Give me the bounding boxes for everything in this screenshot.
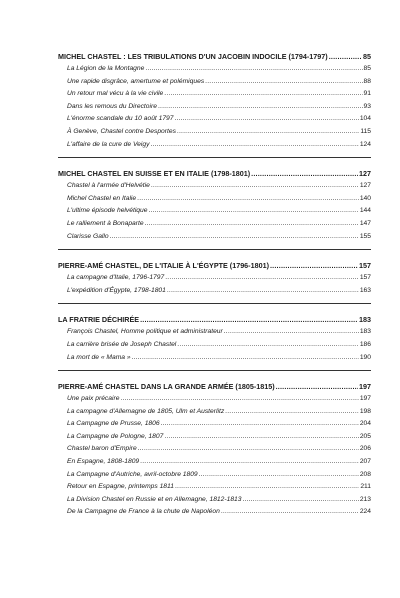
dot-leader <box>276 380 358 393</box>
entry-title: À Genève, Chastel contre Desportes <box>67 127 176 135</box>
dot-leader <box>132 352 359 365</box>
entry-page-number: 197 <box>359 395 371 403</box>
entry-page-number: 186 <box>359 340 371 348</box>
toc-entry <box>58 406 371 419</box>
entry-title: Michel Chastel en Italie <box>67 194 137 202</box>
chapter-page-number: 197 <box>359 382 371 392</box>
dot-leader <box>120 393 358 406</box>
dot-leader <box>251 167 358 180</box>
dot-leader <box>225 406 359 419</box>
dot-leader <box>199 469 359 482</box>
entry-title: Chastel à l'armée d'Helvétie <box>67 182 150 190</box>
entry-title: La Légion de la Montagne <box>67 65 145 72</box>
chapter-title: PIERRE-AMÉ CHASTEL, DE L'ITALIE À L'ÉGYPTE (1796-1801) <box>58 261 269 271</box>
entry-page-number: 147 <box>359 219 371 227</box>
toc-section <box>58 50 371 158</box>
entry-page-number: 205 <box>359 432 371 440</box>
entry-page-number: 155 <box>359 232 371 240</box>
toc-entry <box>58 393 371 406</box>
entry-title: Un retour mal vécu à la vie civile <box>67 90 164 98</box>
entry-page-number: 140 <box>359 194 371 202</box>
chapter-heading <box>58 380 371 393</box>
dot-leader <box>175 113 359 126</box>
chapter-page-number: 157 <box>359 261 371 271</box>
section-divider <box>58 157 371 158</box>
section-divider <box>58 370 371 371</box>
entry-page-number: 224 <box>359 508 371 516</box>
entry-page-number: 127 <box>359 182 371 190</box>
toc-entry <box>58 418 371 431</box>
toc-entry <box>58 481 371 494</box>
dot-leader <box>329 50 362 63</box>
toc-entry <box>58 285 371 298</box>
entry-page-number: 208 <box>359 470 371 478</box>
entry-title: En Espagne, 1808-1809 <box>67 458 140 466</box>
dot-leader <box>140 456 359 469</box>
entry-title: L'énorme scandale du 10 août 1797 <box>67 115 174 123</box>
section-divider <box>58 249 371 250</box>
dot-leader <box>151 180 359 193</box>
toc-entry <box>58 126 371 139</box>
entry-page-number: 104 <box>359 115 371 123</box>
toc-entry <box>58 88 371 101</box>
chapter-title: PIERRE-AMÉ CHASTEL DANS LA GRANDE ARMÉE (1805-1815) <box>58 382 275 392</box>
dot-leader <box>242 494 358 507</box>
dot-leader <box>164 88 362 101</box>
toc-entry <box>58 101 371 114</box>
entry-page-number: 207 <box>359 458 371 466</box>
dot-leader <box>175 481 359 494</box>
chapter-page-number: 85 <box>363 52 371 61</box>
dot-leader <box>110 231 359 244</box>
entry-title: La Campagne de Pologne, 1807 <box>67 432 164 440</box>
entry-title: Une rapide disgrâce, amertume et polémiques <box>67 77 205 85</box>
dot-leader <box>148 205 358 218</box>
toc-entry <box>58 494 371 507</box>
dot-leader <box>140 313 358 326</box>
entry-page-number: 144 <box>359 207 371 215</box>
entry-title: La Campagne d'Autriche, avril-octobre 1809 <box>67 470 198 478</box>
entry-title: De la Campagne de France à la chute de Napoléon <box>67 508 220 516</box>
dot-leader <box>177 126 359 139</box>
entry-title: L'affaire de la cure de Veigy <box>67 140 150 148</box>
entry-title: La Campagne de Prusse, 1806 <box>67 420 160 428</box>
entry-page-number: 124 <box>359 140 371 148</box>
entry-page-number: 157 <box>359 274 371 282</box>
dot-leader <box>224 326 359 339</box>
toc-section <box>58 313 371 371</box>
chapter-heading <box>58 50 371 63</box>
entry-page-number: 206 <box>359 445 371 453</box>
toc-entry <box>58 113 371 126</box>
dot-leader <box>164 431 359 444</box>
entry-page-number: 204 <box>359 420 371 428</box>
entry-title: L'expédition d'Égypte, 1798-1801 <box>67 286 166 294</box>
chapter-heading <box>58 313 371 326</box>
toc-entry <box>58 180 371 193</box>
entry-title: La campagne d'Italie, 1796-1797 <box>67 274 165 282</box>
entry-page-number: 198 <box>359 407 371 415</box>
entry-page-number: 93 <box>363 102 371 110</box>
chapter-heading <box>58 259 371 272</box>
toc-entry <box>58 506 371 519</box>
toc-entry <box>58 218 371 231</box>
chapter-title: LA FRATRIE DÉCHIRÉE <box>58 315 140 325</box>
entry-page-number: 190 <box>359 353 371 361</box>
entry-title: Dans les remous du Directoire <box>67 102 157 110</box>
dot-leader <box>221 506 359 519</box>
toc-section <box>58 380 371 519</box>
toc-section <box>58 259 371 304</box>
toc-entry <box>58 326 371 339</box>
dot-leader <box>145 63 362 76</box>
toc-entry <box>58 272 371 285</box>
toc-entry <box>58 76 371 89</box>
toc-entry <box>58 352 371 365</box>
table-of-contents <box>58 50 371 519</box>
toc-entry <box>58 339 371 352</box>
toc-entry <box>58 193 371 206</box>
chapter-page-number: 183 <box>359 315 371 325</box>
entry-title: La Division Chastel en Russie et en Allemagne, 1812-1813 <box>67 495 242 503</box>
toc-entry <box>58 231 371 244</box>
toc-section <box>58 167 371 250</box>
section-divider <box>58 303 371 304</box>
dot-leader <box>145 218 359 231</box>
entry-page-number: 183 <box>359 328 371 336</box>
entry-page-number: 163 <box>359 286 371 294</box>
entry-title: La mort de « Mama » <box>67 353 131 361</box>
entry-title: François Chastel, Homme politique et administrateur <box>67 328 223 336</box>
entry-page-number: 213 <box>359 495 371 503</box>
entry-title: Retour en Espagne, printemps 1811 <box>67 483 174 491</box>
entry-title: La campagne d'Allemagne de 1805, Ulm et Austerlitz <box>67 407 225 415</box>
dot-leader <box>167 285 359 298</box>
dot-leader <box>205 76 362 89</box>
toc-entry <box>58 456 371 469</box>
toc-entry <box>58 205 371 218</box>
dot-leader <box>158 101 363 114</box>
entry-title: Clarisse Gallo <box>67 232 109 240</box>
entry-page-number: 115 <box>360 127 371 135</box>
chapter-heading <box>58 167 371 180</box>
toc-entry <box>58 139 371 152</box>
entry-title: La carrière brisée de Joseph Chastel <box>67 340 177 348</box>
dot-leader <box>138 443 359 456</box>
entry-title: Une paix précaire <box>67 395 120 403</box>
entry-page-number: 211 <box>360 483 371 491</box>
dot-leader <box>177 339 359 352</box>
dot-leader <box>161 418 359 431</box>
entry-title: L'ultime épisode helvétique <box>67 207 148 215</box>
dot-leader <box>165 272 359 285</box>
entry-page-number: 85 <box>363 65 371 72</box>
chapter-title: MICHEL CHASTEL EN SUISSE ET EN ITALIE (1798-1801) <box>58 169 251 179</box>
toc-entry <box>58 443 371 456</box>
chapter-title: MICHEL CHASTEL : LES TRIBULATIONS D'UN JACOBIN INDOCILE (1794-1797) <box>58 52 328 61</box>
dot-leader <box>150 139 358 152</box>
dot-leader <box>137 193 359 206</box>
dot-leader <box>270 259 358 272</box>
toc-entry <box>58 469 371 482</box>
toc-entry <box>58 431 371 444</box>
toc-entry <box>58 63 371 76</box>
entry-page-number: 91 <box>363 90 371 98</box>
entry-title: Chastel baron d'Empire <box>67 445 137 453</box>
entry-title: Le ralliement à Bonaparte <box>67 219 144 227</box>
chapter-page-number: 127 <box>359 169 371 179</box>
entry-page-number: 88 <box>363 77 371 85</box>
